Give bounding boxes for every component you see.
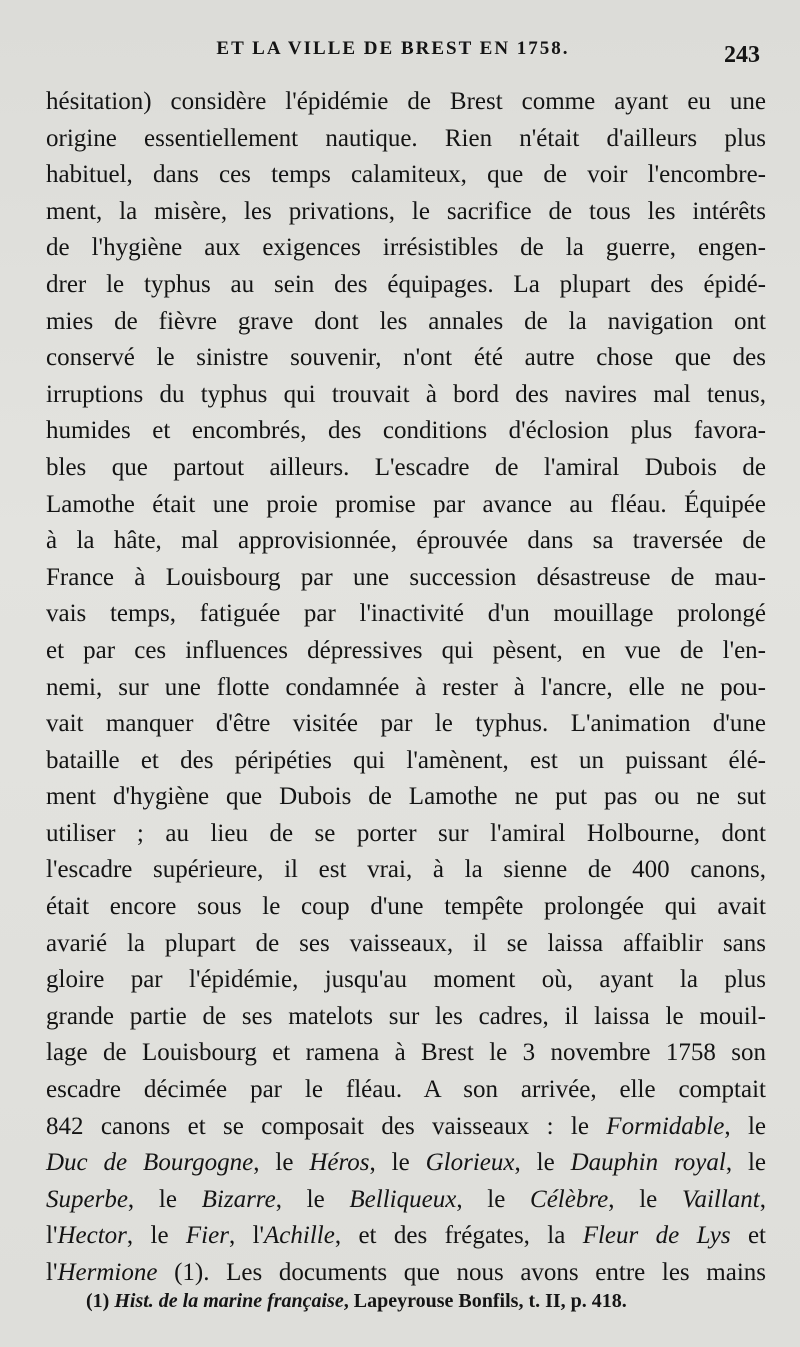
text-segment: vait manquer d'être visitée par le typhus. L'animation d'une	[46, 710, 766, 738]
italic-segment: Héros	[309, 1149, 370, 1177]
text-line	[46, 1218, 766, 1255]
text-segment: , le	[456, 1185, 531, 1213]
text-segment: , le	[514, 1149, 571, 1177]
text-line	[46, 1255, 766, 1292]
text-line	[46, 852, 766, 889]
italic-segment: Belliqueux	[349, 1185, 457, 1213]
text-segment: mies de fièvre grave dont les annales de la navigation ont	[46, 307, 766, 335]
footnote-segment: (1)	[86, 1290, 115, 1312]
text-line	[46, 157, 766, 194]
text-segment: à la hâte, mal approvisionnée, éprouvée dans sa traversée de	[46, 527, 766, 555]
text-segment: utiliser ; au lieu de se porter sur l'amiral Holbourne, dont	[46, 819, 766, 847]
text-line	[46, 267, 766, 304]
text-line	[46, 304, 766, 341]
italic-segment: Formidable	[606, 1112, 725, 1140]
italic-segment: Célèbre	[530, 1185, 609, 1213]
text-segment: nemi, sur une flotte condamnée à rester à l'ancre, elle ne pou-	[46, 673, 766, 701]
italic-segment: Bizarre	[201, 1185, 276, 1213]
text-segment: l'	[46, 1222, 58, 1250]
text-segment: , l'	[228, 1222, 265, 1250]
text-line	[46, 560, 766, 597]
text-segment: irruptions du typhus qui trouvait à bord des navires mal tenus,	[46, 380, 766, 408]
text-segment: vais temps, fatiguée par l'inactivité d'un mouillage prolongé	[46, 600, 766, 628]
italic-segment: Superbe	[46, 1185, 128, 1213]
text-line	[46, 999, 766, 1036]
text-segment: ment, la misère, les privations, le sacrifice de tous les intérêts	[46, 197, 766, 225]
text-line	[46, 450, 766, 487]
text-segment: , et des frégates, la	[334, 1222, 583, 1250]
text-line	[46, 340, 766, 377]
text-segment: et par ces influences dépressives qui pèsent, en vue de l'en-	[46, 636, 766, 664]
text-segment: bles que partout ailleurs. L'escadre de l'amiral Dubois de	[46, 453, 766, 481]
text-line	[46, 377, 766, 414]
text-segment: conservé le sinistre souvenir, n'ont été autre chose que des	[46, 344, 766, 372]
text-segment: était encore sous le coup d'une tempête prolongée qui avait	[46, 893, 766, 921]
text-line	[46, 1072, 766, 1109]
text-segment: , le	[724, 1112, 766, 1140]
text-segment: ,	[759, 1185, 766, 1213]
text-line	[46, 413, 766, 450]
text-line	[46, 487, 766, 524]
text-segment: lage de Louisbourg et ramena à Brest le 3 novembre 1758 son	[46, 1039, 766, 1067]
text-line	[46, 962, 766, 999]
text-line	[46, 670, 766, 707]
page-number: 243	[724, 42, 760, 68]
text-line	[46, 633, 766, 670]
text-line	[46, 706, 766, 743]
text-line	[46, 926, 766, 963]
text-line	[46, 1109, 766, 1146]
italic-segment: Dauphin royal	[570, 1149, 726, 1177]
footnote-title: Hist. de la marine française	[114, 1290, 344, 1312]
text-segment: , le	[369, 1149, 426, 1177]
text-segment: l'escadre supérieure, il est vrai, à la sienne de 400 canons,	[46, 856, 766, 884]
text-segment: grande partie de ses matelots sur les cadres, il laissa le mouil-	[46, 1002, 766, 1030]
text-line	[46, 779, 766, 816]
text-segment: France à Louisbourg par une succession désastreuse de mau-	[46, 563, 766, 591]
italic-segment: Duc de Bourgogne	[46, 1149, 254, 1177]
text-segment: (1). Les documents que nous avons entre les mains	[157, 1259, 766, 1286]
text-line	[46, 889, 766, 926]
text-line	[46, 816, 766, 853]
italic-segment: Glorieux	[425, 1149, 515, 1177]
text-segment: , le	[608, 1185, 682, 1213]
text-line	[46, 743, 766, 780]
text-line	[46, 84, 766, 121]
italic-segment: Fier	[185, 1222, 229, 1250]
text-line	[46, 1145, 766, 1182]
text-segment: , le	[126, 1222, 186, 1250]
italic-segment: Hector	[57, 1222, 127, 1250]
text-line	[46, 230, 766, 267]
text-segment: gloire par l'épidémie, jusqu'au moment où, ayant la plus	[46, 966, 766, 994]
text-segment: hésitation) considère l'épidémie de Brest comme ayant eu une	[46, 88, 766, 115]
text-segment: bataille et des péripéties qui l'amènent, est un puissant élé-	[46, 746, 766, 774]
running-head: ET LA VILLE DE BREST EN 1758.	[216, 38, 570, 59]
text-line	[46, 596, 766, 633]
text-line	[46, 194, 766, 231]
text-segment: Lamothe était une proie promise par avance au fléau. Équipée	[46, 490, 766, 518]
text-segment: habituel, dans ces temps calamiteux, que de voir l'encombre-	[46, 161, 766, 189]
text-segment: avarié la plupart de ses vaisseaux, il se laissa affaiblir sans	[46, 929, 766, 957]
text-segment: , le	[275, 1185, 350, 1213]
text-segment: et	[730, 1222, 767, 1250]
italic-segment: Vaillant	[681, 1185, 760, 1213]
italic-segment: Fleur de Lys	[582, 1222, 731, 1250]
text-segment: 842 canons et se composait des vaisseaux : le	[46, 1112, 607, 1140]
text-segment: origine essentiellement nautique. Rien n'était d'ailleurs plus	[46, 124, 766, 152]
footnote	[86, 1290, 746, 1313]
body-text	[46, 84, 766, 1292]
text-segment: , le	[725, 1149, 767, 1177]
text-line	[46, 1035, 766, 1072]
text-line	[46, 121, 766, 158]
text-line	[46, 1182, 766, 1219]
text-segment: , le	[127, 1185, 202, 1213]
text-segment: escadre décimée par le fléau. A son arrivée, elle comptait	[46, 1076, 766, 1104]
text-segment: humides et encombrés, des conditions d'éclosion plus favora-	[46, 417, 766, 445]
text-segment: de l'hygiène aux exigences irrésistibles de la guerre, engen-	[46, 234, 766, 262]
italic-segment: Achille	[264, 1222, 335, 1250]
text-line	[46, 523, 766, 560]
footnote-segment: , Lapeyrouse Bonfils, t. II, p. 418.	[343, 1290, 627, 1312]
text-segment: ment d'hygiène que Dubois de Lamothe ne put pas ou ne sut	[46, 783, 766, 811]
text-segment: , le	[253, 1149, 310, 1177]
italic-segment: Hermione	[57, 1259, 158, 1286]
text-segment: l'	[46, 1259, 58, 1286]
text-segment: drer le typhus au sein des équipages. La plupart des épidé-	[46, 270, 766, 298]
